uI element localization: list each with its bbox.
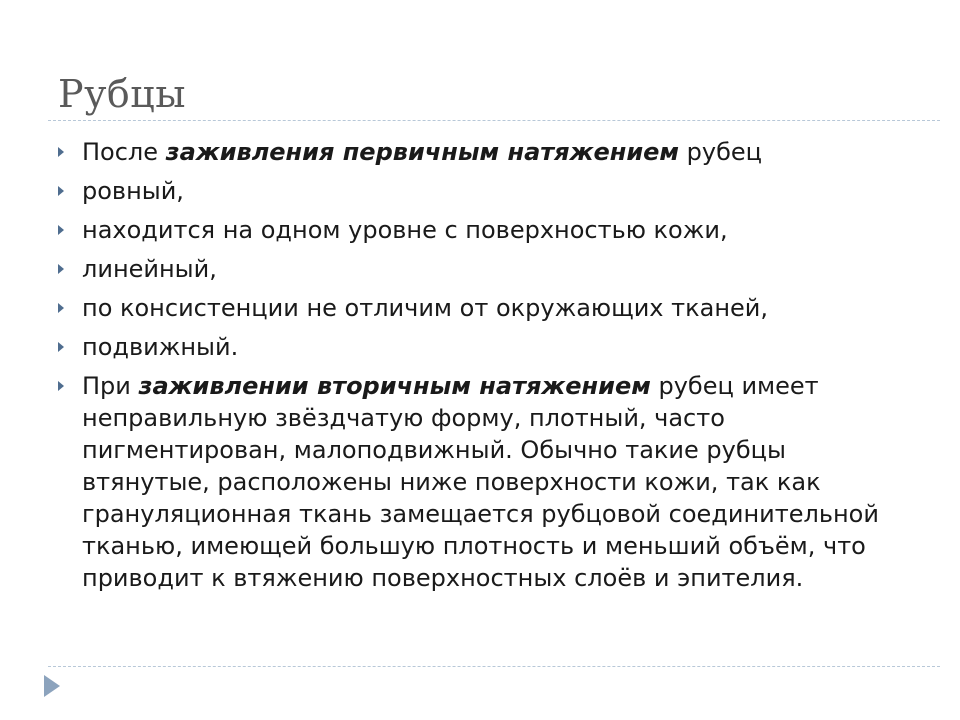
slide-title: Рубцы (58, 72, 186, 116)
bullet-emphasis: заживлении вторичным натяжением (138, 372, 651, 400)
bullet-emphasis: заживления первичным натяжением (165, 138, 680, 166)
footer-divider (48, 666, 940, 667)
triangle-bullet-icon (58, 342, 64, 352)
play-arrow-icon[interactable] (44, 675, 60, 697)
triangle-bullet-icon (58, 303, 64, 313)
list-item (56, 253, 916, 285)
triangle-bullet-icon (58, 264, 64, 274)
triangle-bullet-icon (58, 147, 64, 157)
bullet-text: линейный, (82, 255, 217, 283)
title-divider (48, 120, 940, 121)
bullet-text: по консистенции не отличим от окружающих тканей, (82, 294, 769, 322)
bullet-text: подвижный. (82, 333, 239, 361)
bullet-text: ровный, (82, 177, 184, 205)
list-item (56, 175, 916, 207)
list-item (56, 214, 916, 246)
bullet-list (56, 136, 916, 601)
bullet-text: При (82, 372, 139, 400)
list-item (56, 292, 916, 324)
list-item (56, 136, 916, 168)
triangle-bullet-icon (58, 381, 64, 391)
triangle-bullet-icon (58, 186, 64, 196)
list-item (56, 370, 916, 594)
triangle-bullet-icon (58, 225, 64, 235)
bullet-text-tail: рубец имеет неправильную звёздчатую форму, плотный, часто пигментирован, малоподвижный. Обычно такие рубцы втянутые, расположены ниже поверхности кожи, так как грануляционная ткань замещается рубцовой соединительной тканью, имеющей большую плотность и меньший объём, что приводит к втяжению поверхностных слоёв и эпителия. (82, 372, 879, 592)
bullet-text: находится на одном уровне с поверхностью кожи, (82, 216, 728, 244)
list-item (56, 331, 916, 363)
bullet-text: После (82, 138, 166, 166)
bullet-text-tail: рубец (679, 138, 763, 166)
